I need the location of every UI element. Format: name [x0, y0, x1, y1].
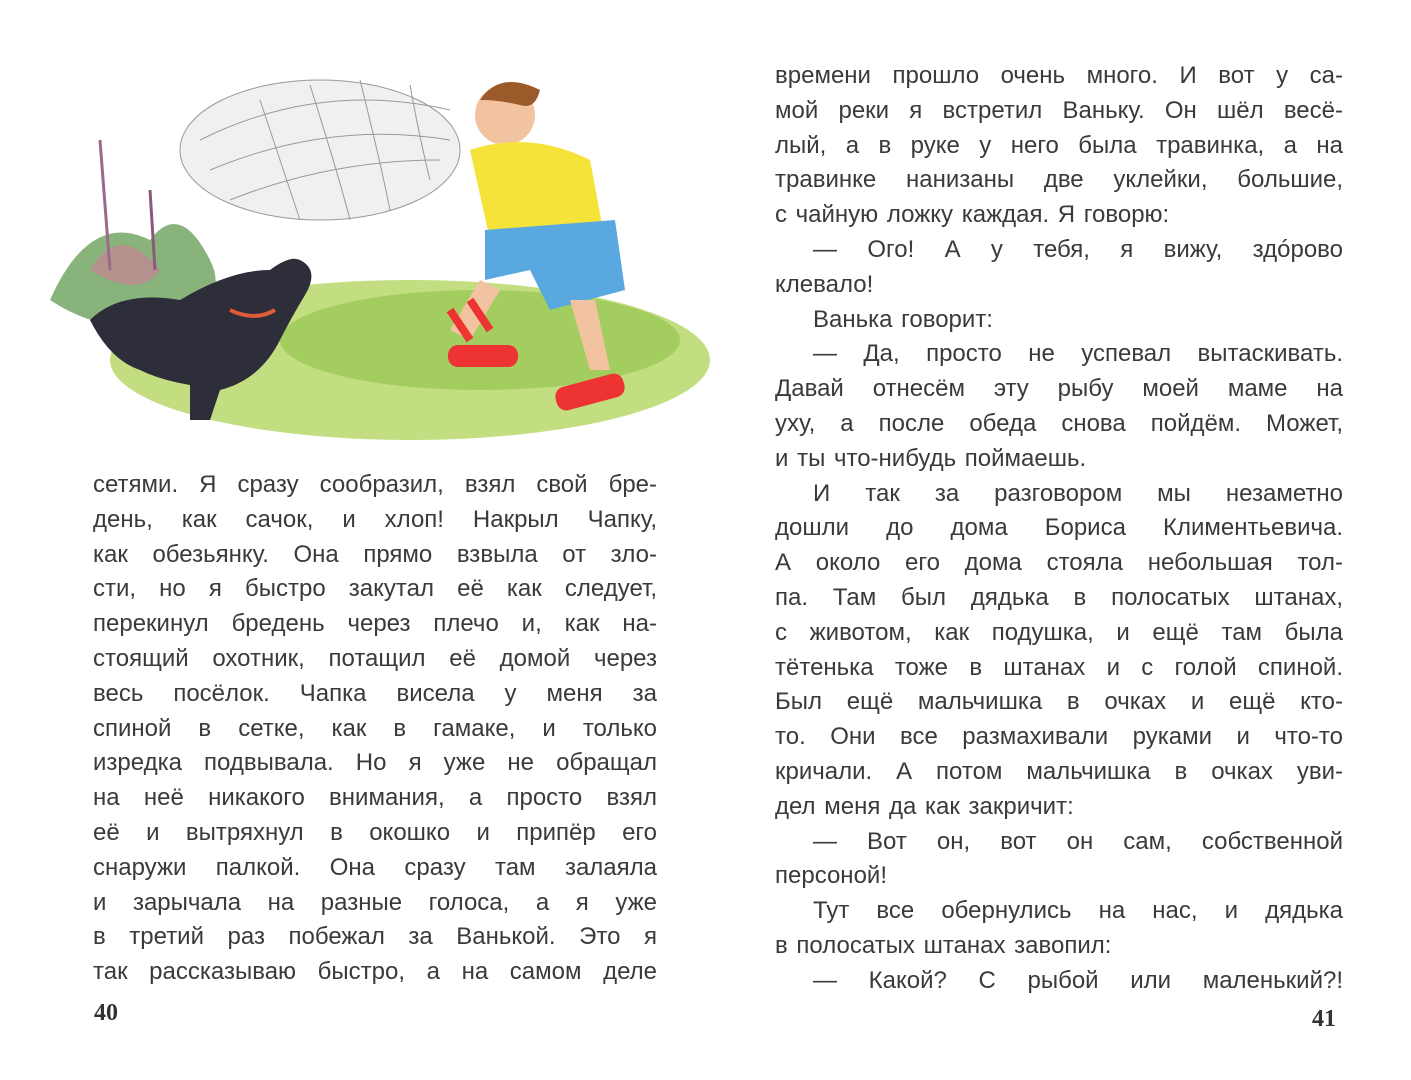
text-line: и зарычала на разные голоса, а я уже	[93, 888, 657, 916]
text-line: Был ещё мальчишка в очках и ещё кто-	[775, 688, 1343, 716]
text-line: — Вот он, вот он сам, собственной	[813, 827, 1343, 855]
text-line: снаружи палкой. Она сразу там залаяла	[93, 853, 657, 881]
left-page-text	[93, 468, 657, 990]
text-line: времени прошло очень много. И вот у са-	[775, 62, 1343, 89]
text-line: перекинул бредень через плечо и, как на-	[93, 610, 657, 638]
text-line: с животом, как подушка, и ещё там была	[775, 618, 1343, 646]
text-line: па. Там был дядька в полосатых штанах,	[775, 583, 1343, 611]
text-line: в полосатых штанах завопил:	[775, 931, 1112, 959]
page-number: 41	[1312, 1006, 1336, 1032]
text-line: сти, но я быстро закутал её как следует,	[93, 575, 657, 603]
text-line: — Да, просто не успевал вытаскивать.	[813, 340, 1343, 368]
text-line: в третий раз побежал за Ванькой. Это я	[93, 923, 657, 951]
text-line: с чайную ложку каждая. Я говорю:	[775, 201, 1170, 229]
text-line: её и вытряхнул в окошко и припёр его	[93, 818, 657, 846]
text-line: дел меня да как закричит:	[775, 792, 1074, 820]
illustration-boy-net-dog	[30, 40, 710, 440]
text-line: весь посёлок. Чапка висела у меня за	[93, 679, 657, 707]
text-line: персоной!	[775, 862, 887, 890]
text-line: травинке нанизаны две уклейки, большие,	[775, 166, 1343, 194]
text-line: и ты что-нибудь поймаешь.	[775, 444, 1087, 472]
text-line: день, как сачок, и хлоп! Накрыл Чапку,	[93, 505, 657, 533]
text-line: А около его дома стояла небольшая тол-	[775, 549, 1343, 577]
text-line: И так за разговором мы незаметно	[813, 479, 1343, 507]
text-line: уху, а после обеда снова пойдём. Может,	[775, 409, 1343, 437]
text-line: то. Они все размахивали руками и что-то	[775, 723, 1343, 751]
right-page	[705, 0, 1411, 1080]
text-line: на неё никакого внимания, а просто взял	[93, 784, 657, 812]
left-page	[0, 0, 705, 1080]
text-line: Тут все обернулись на нас, и дядька	[813, 897, 1343, 925]
text-line: как обезьянку. Она прямо взвыла от зло-	[93, 540, 657, 568]
text-line: лый, а в руке у него была травинка, а на	[775, 131, 1343, 159]
text-line: Давай отнесём эту рыбу моей маме на	[775, 375, 1343, 403]
page-number: 40	[94, 1000, 118, 1026]
text-line: кричали. А потом мальчишка в очках уви-	[775, 757, 1343, 785]
text-line: — Ого! А у тебя, я вижу, здóрово	[813, 235, 1343, 263]
text-line: стоящий охотник, потащил её домой через	[93, 644, 657, 672]
text-line: так рассказываю быстро, а на самом деле	[93, 958, 657, 986]
text-line: изредка подвывала. Но я уже не обращал	[93, 749, 657, 777]
net	[180, 80, 460, 220]
text-line: — Какой? С рыбой или маленький?!	[813, 966, 1343, 994]
text-line: спиной в сетке, как в гамаке, и только	[93, 714, 657, 742]
text-line: мой реки я встретил Ваньку. Он шёл весё-	[775, 96, 1343, 124]
text-line: тётенька тоже в штанах и с голой спиной.	[775, 653, 1343, 681]
text-line: дошли до дома Бориса Климентьевича.	[775, 514, 1343, 542]
text-line: сетями. Я сразу сообразил, взял свой бре-	[93, 471, 657, 498]
text-line: Ванька говорит:	[813, 305, 993, 333]
text-line: клевало!	[775, 270, 874, 298]
right-page-text	[775, 59, 1343, 999]
